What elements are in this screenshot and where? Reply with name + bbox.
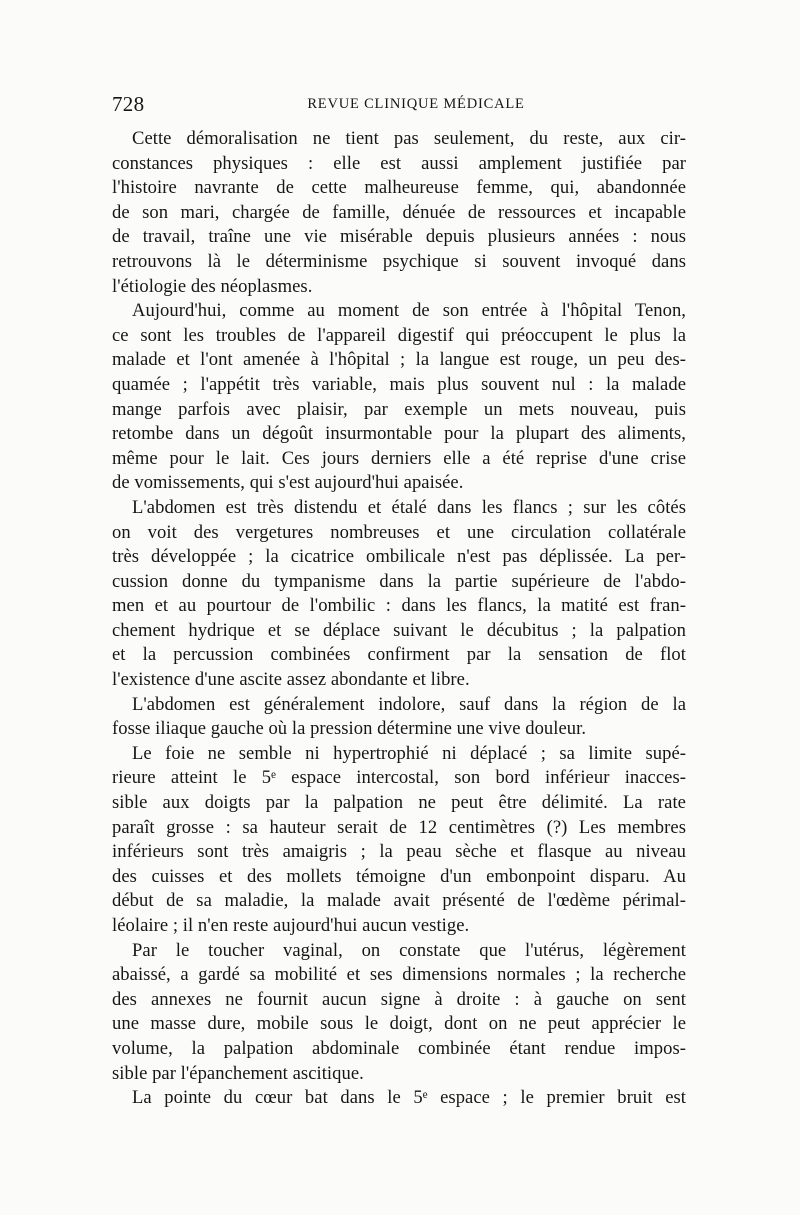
text-line: abaissé, a gardé sa mobilité et ses dimensions normales ; la recherche: [112, 964, 686, 986]
text-line: chement hydrique et se déplace suivant le décubitus ; la palpation: [112, 619, 686, 641]
paragraph-abdomen-indolore: [112, 693, 686, 742]
text-line: et la percussion combinées confirment par la sensation de flot: [112, 644, 686, 666]
text-line: constances physiques : elle est aussi amplement justifiée par: [112, 152, 686, 174]
text-line: léolaire ; il n'en reste aujourd'hui aucun vestige.: [112, 915, 470, 936]
text-line: de son mari, chargée de famille, dénuée de ressources et incapable: [112, 201, 686, 223]
text-line: inférieurs sont très amaigris ; la peau sèche et flasque au niveau: [112, 841, 686, 863]
text-line: retombe dans un dégoût insurmontable pour la plupart des aliments,: [112, 423, 686, 445]
body-text: [112, 127, 686, 1111]
text-line: volume, la palpation abdominale combinée étant rendue impos-: [112, 1037, 686, 1059]
text-line: L'abdomen est généralement indolore, sauf dans la région de la: [132, 693, 686, 715]
text-line: une masse dure, mobile sous le doigt, dont on ne peut apprécier le: [112, 1013, 686, 1035]
text-line: mange parfois avec plaisir, par exemple un mets nouveau, puis: [112, 398, 686, 420]
text-line: paraît grosse : sa hauteur serait de 12 centimètres (?) Les membres: [112, 816, 686, 838]
text-line: très développée ; la cicatrice ombilicale n'est pas déplissée. La per-: [112, 546, 686, 568]
text-line: quamée ; l'appétit très variable, mais plus souvent nul : la malade: [112, 373, 686, 395]
paragraph-appareil-digestif: [112, 299, 686, 496]
text-line: l'étiologie des néoplasmes.: [112, 275, 313, 297]
text-line: cussion donne du tympanisme dans la partie supérieure de l'abdo-: [112, 570, 686, 592]
text-line: l'histoire navrante de cette malheureuse femme, qui, abandonnée: [112, 177, 686, 199]
text-line: retrouvons là le déterminisme psychique si souvent invoqué dans: [112, 250, 686, 272]
text-line: Le foie ne semble ni hypertrophié ni déplacé ; sa limite supé-: [132, 742, 686, 764]
paragraph-demoralisation: [112, 127, 686, 299]
text-line: même pour le lait. Ces jours derniers elle a été reprise d'une crise: [112, 447, 686, 469]
text-line: men et au pourtour de l'ombilic : dans les flancs, la matité est fran-: [112, 595, 686, 617]
text-line: de vomissements, qui s'est aujourd'hui apaisée.: [112, 472, 464, 494]
text-line: l'existence d'une ascite assez abondante et libre.: [112, 669, 470, 691]
page-header: [112, 92, 692, 118]
running-title: REVUE CLINIQUE MÉDICALE: [307, 96, 525, 112]
text-line: rieure atteint le 5ᵉ espace intercostal, son bord inférieur inacces-: [112, 767, 686, 789]
text-line: début de sa maladie, la malade avait présenté de l'œdème périmal-: [112, 890, 686, 912]
text-line: fosse iliaque gauche où la pression détermine une vive douleur.: [112, 718, 587, 740]
text-line: L'abdomen est très distendu et étalé dans les flancs ; sur les côtés: [132, 496, 686, 518]
text-line: Cette démoralisation ne tient pas seulement, du reste, aux cir-: [132, 128, 686, 149]
text-line: on voit des vergetures nombreuses et une circulation collatérale: [112, 521, 686, 543]
paragraph-abdomen-distendu: [112, 496, 686, 693]
text-line: des cuisses et des mollets témoigne d'un embonpoint disparu. Au: [112, 865, 686, 887]
text-line: des annexes ne fournit aucun signe à droite : à gauche on sent: [112, 988, 686, 1010]
text-line: sible par l'épanchement ascitique.: [112, 1062, 364, 1084]
text-line: malade et l'ont amenée à l'hôpital ; la langue est rouge, un peu des-: [112, 349, 686, 371]
paragraph-toucher-vaginal: [112, 939, 686, 1087]
paragraph-foie: [112, 742, 686, 939]
text-line: sible aux doigts par la palpation ne peut être délimité. La rate: [112, 792, 686, 814]
text-line: La pointe du cœur bat dans le 5ᵉ espace ; le premier bruit est: [132, 1087, 686, 1109]
text-line: Par le toucher vaginal, on constate que l'utérus, légèrement: [132, 939, 686, 961]
page-number: 728: [112, 92, 145, 116]
paragraph-coeur: [112, 1086, 686, 1111]
text-line: ce sont les troubles de l'appareil digestif qui préoccupent le plus la: [112, 324, 686, 346]
text-line: Aujourd'hui, comme au moment de son entrée à l'hôpital Tenon,: [132, 300, 686, 322]
text-line: de travail, traîne une vie misérable depuis plusieurs années : nous: [112, 226, 686, 248]
